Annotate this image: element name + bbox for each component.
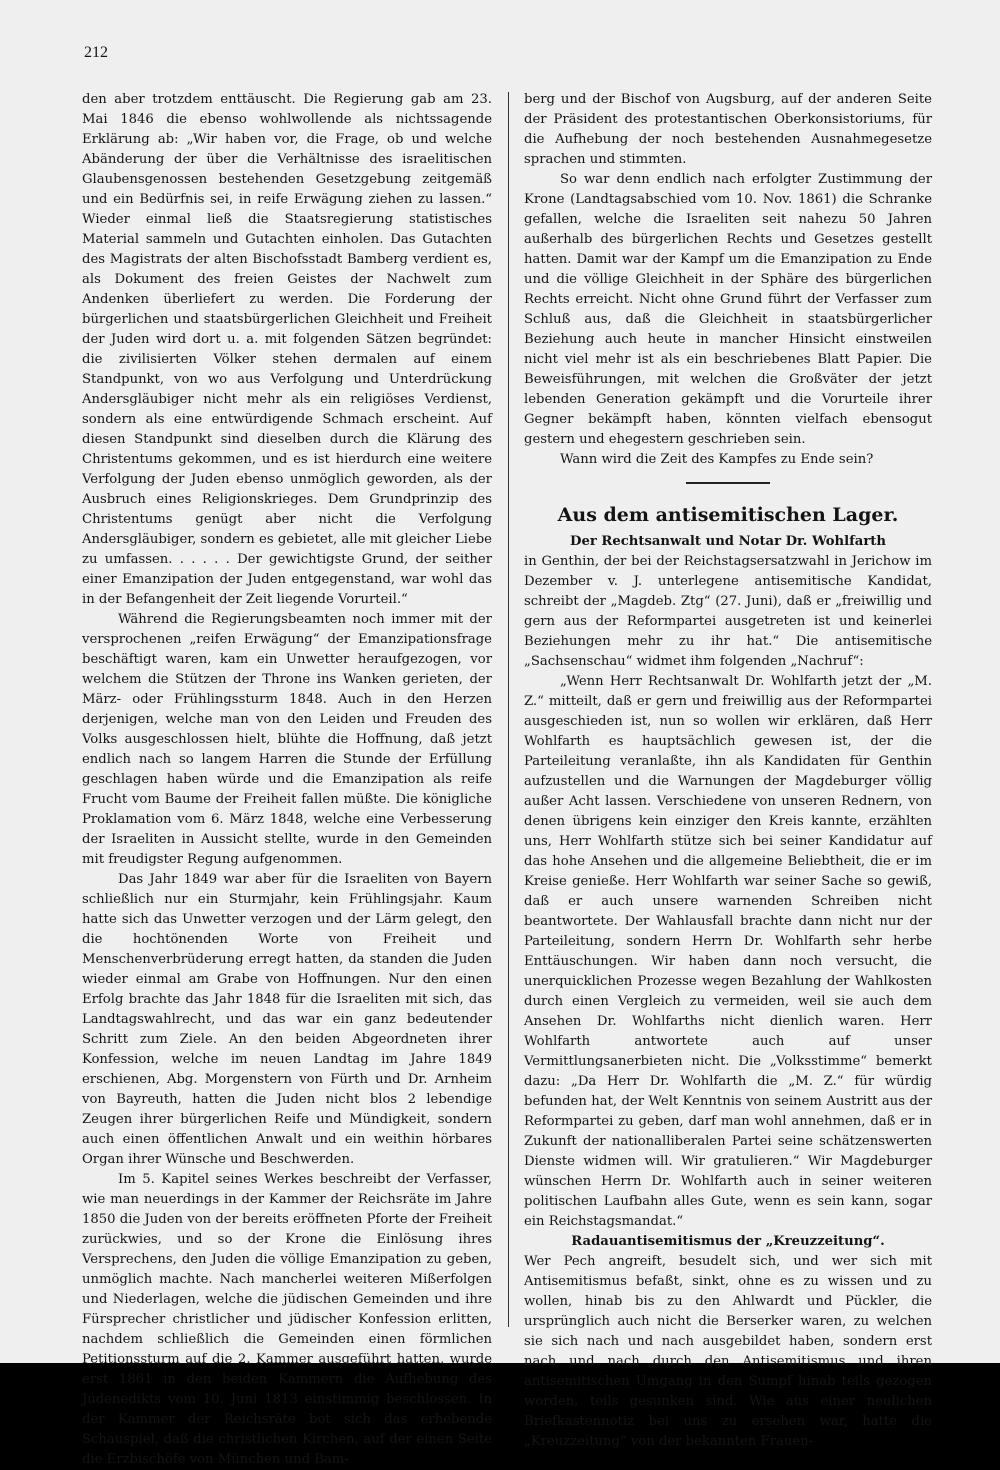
article-paragraph: „Wenn Herr Rechtsanwalt Dr. Wohlfarth jetzt der „M. Z.“ mitteilt, daß er gern und freiwillig aus der Reformpartei ausgeschieden ist, nun so wollen wir erklären, daß Herr Wohlfarth es hauptsächlich gewesen ist, der die Parteileitung veranlaßte, ihn als Kandidaten für Genthin aufzustellen und die Warnungen der Magdeburger völlig außer Acht lassen. Verschiedene von unseren Rednern, von denen übrigens kein einziger den Kreis kannte, erzählten uns, Herr Wohlfarth stütze sich bei seiner Kandidatur auf das hohe Ansehen und die allgemeine Beliebtheit, die er im Kreise genieße. Herr Wohlfarth war seiner Sache so gewiß, daß er auch unsere warnenden Schreiben nicht beantwortete. Der Wahlausfall brachte dann nicht nur der Parteileitung, sondern Herrn Dr. Wohlfarth sehr herbe Enttäuschungen. Wir haben dann noch versucht, die unerquicklichen Prozesse wegen Bezahlung der Wahlkosten durch einen Vergleich zu vermeiden, weil sie auch dem Ansehen Dr. Wohlfarths nicht dienlich waren. Herr Wohlfarth antwortete auch auf unser Vermittlungsanerbieten nicht. Die „Volksstimme“ bemerkt dazu: „Da Herr Dr. Wohlfarth die „M. Z.“ für würdig befunden hat, der Welt Kenntnis von seinem Austritt aus der Reformpartei zu geben, darf man wohl annehmen, daß er in Zukunft der nationalliberalen Partei seine schätzenswerten Dienste widmen will. Wir gratulieren.“ Wir Magdeburger wünschen Herrn Dr. Wohlfarth auch in seiner weiteren politischen Laufbahn alles Gute, wenn es sein kann, sogar ein Reichstagsmandat.“ — [524, 674, 932, 1229]
article-paragraph: in Genthin, der bei der Reichstagsersatzwahl in Jerichow im Dezember v. J. unterlegene antisemitische Kandidat, schreibt der „Magdeb. Ztg“ (27. Juni), daß er „freiwillig und gern aus der Reformpartei ausgetreten ist und keinerlei Beziehungen mehr zu ihr hat.“ Die antisemitische „Sachsenschau“ widmet ihm folgenden „Nachruf“: — [524, 554, 932, 669]
left-paragraph: Das Jahr 1849 war aber für die Israeliten von Bayern schließlich nur ein Sturmjahr, kein Frühlingsjahr. Kaum hatte sich das Unwetter verzogen und der Lärm gelegt, den die hochtönenden Worte von Freiheit und Menschenverbrüderung erregt hatten, da standen die Juden wieder einmal am Grabe von Hoffnungen. Nur den einen Erfolg brachte das Jahr 1848 für die Israeliten mit sich, das Landtagswahlrecht, und das war ein ganz bedeutender Schritt zum Ziele. An den beiden Abgeordneten ihrer Konfession, welche im neuen Landtag im Jahre 1849 erschienen, Abg. Morgenstern von Fürth und Dr. Arnheim von Bayreuth, hatten die Juden nicht blos 2 lebendige Zeugen ihrer bürgerlichen Reife und Mündigkeit, sondern auch einen öffentlichen Anwalt und ein weithin hörbares Organ ihrer Wünsche und Beschwerden. — [82, 872, 492, 1167]
left-paragraph: Im 5. Kapitel seines Werkes beschreibt der Verfasser, wie man neuerdings in der Kammer der Reichsräte im Jahre 1850 die Juden von der bereits eröffneten Pforte der Freiheit zurückwies, und so der Krone die Einlösung ihres Versprechens, den Juden die völlige Emanzipation zu geben, unmöglich machte. Nach mancherlei weiteren Mißerfolgen und Niederlagen, welche die jüdischen Gemeinden und ihre Fürsprecher christlicher und jüdischer Konfession erlitten, nachdem schließlich die Gemeinden einen förmlichen Petitionssturm auf die 2. Kammer ausgeführt hatten, wurde erst 1861 in den beiden Kammern die Aufhebung des Judenedikts vom 10. Juni 1813 einstimmig beschlossen. In der Kammer der Reichsräte bot sich das erhebende Schauspiel, daß die christlichen Kirchen, auf der einen Seite die Erzbischöfe von München und Bam- — [82, 1172, 492, 1467]
right-column — [524, 90, 932, 1452]
section-separator — [686, 482, 770, 484]
article-heading: Radauantisemitismus der „Kreuzzeitung“. — [571, 1234, 885, 1249]
page-number: 212 — [84, 44, 108, 61]
right-paragraph: So war denn endlich nach erfolgter Zustimmung der Krone (Landtagsabschied vom 10. Nov. 1861) die Schranke gefallen, welche die Israeliten seit nahezu 50 Jahren außerhalb des bürgerlichen Rechts und Gesetzes gestellt hatten. Damit war der Kampf um die Emanzipation zu Ende und die völlige Gleichheit in der Sphäre des bürgerlichen Rechts erreicht. Nicht ohne Grund führt der Verfasser zum Schluß aus, daß die Gleichheit in staatsbürgerlicher Beziehung auch heute in mancher Hinsicht einstweilen nicht viel mehr ist als ein beschriebenes Blatt Papier. Die Beweisführungen, mit welchen die Großväter der jetzt lebenden Generation gekämpft und die Vorurteile ihrer Gegner bekämpft haben, könnten vielfach ebensogut gestern und ehegestern geschrieben sein. — [524, 172, 932, 447]
left-paragraph: Während die Regierungsbeamten noch immer mit der versprochenen „reifen Erwägung“ der Emanzipationsfrage beschäftigt waren, kam ein Unwetter heraufgezogen, vor welchem die Stützen der Throne ins Wanken gerieten, der März- oder Frühlingssturm 1848. Auch in den Herzen derjenigen, welche man von den Leiden und Freuden des Volks ausgeschlossen hielt, blühte die Hoffnung, daß jetzt endlich nach so langem Harren die Stunde der Erfüllung geschlagen haben würde und die Emanzipation als reife Frucht vom Baume der Freiheit fallen müßte. Die königliche Proklamation vom 6. März 1848, welche eine Verbesserung der Israeliten in Aussicht stellte, wurde in den Gemeinden mit freudigster Regung aufgenommen. — [82, 612, 492, 867]
article-heading: Der Rechtsanwalt und Notar Dr. Wohlfarth — [570, 534, 886, 549]
left-column — [82, 90, 492, 1470]
section-title: Aus dem antisemitischen Lager. — [557, 504, 899, 526]
column-divider — [508, 92, 509, 1327]
article-paragraph: Wer Pech angreift, besudelt sich, und wer sich mit Antisemitismus befaßt, sinkt, ohne es zu wissen und zu wollen, hinab bis zu den Ahlwardt und Pückler, die ursprünglich auch nicht die Berserker waren, zu welchen sie sich nach und nach ausgebildet haben, sondern erst nach und nach durch den Antisemitismus und ihren antisemitischen Umgang in den Sumpf hinab teils gezogen worden, teils gesunken sind. Wie aus einer neulichen Briefkastennotiz bei uns zu ersehen war, hatte die „Kreuzzeitung“ von der bekannten Frauen- — [524, 1254, 932, 1449]
right-paragraph: Wann wird die Zeit des Kampfes zu Ende sein? — [560, 452, 874, 467]
left-paragraph: den aber trotzdem enttäuscht. Die Regierung gab am 23. Mai 1846 die ebenso wohlwollende als nichtssagende Erklärung ab: „Wir haben vor, die Frage, ob und welche Abänderung der über die Verhältnisse des israelitischen Glaubensgenossen bestehenden Gesetzgebung zeitgemäß und ein Bedürfnis sei, in reife Erwägung ziehen zu lassen.“ Wieder einmal ließ die Staatsregierung statistisches Material sammeln und Gutachten einholen. Das Gutachten des Magistrats der alten Bischofsstadt Bamberg verdient es, als Dokument des freien Geistes der Nachwelt zum Andenken überliefert zu werden. Die Forderung der bürgerlichen und staatsbürgerlichen Gleichheit und Freiheit der Juden wird dort u. a. mit folgenden Sätzen begründet: die zivilisierten Völker stehen dermalen auf einem Standpunkt, von wo aus Verfolgung und Unterdrückung Andersgläubiger nicht mehr als ein religiöses Verdienst, sondern als eine entwürdigende Schmach erscheint. Auf diesen Standpunkt sind dieselben durch die Klärung des Christentums gekommen, und es ist hierdurch eine weitere Verfolgung der Juden ebenso unmöglich geworden, als der Ausbruch eines Religionskrieges. Dem Grundprinzip des Christentums genügt aber nicht die Verfolgung Andersgläubiger, sondern es gebietet, alle mit gleicher Liebe zu umfassen. . . . . . Der gewichtigste Grund, der seither einer Emanzipation der Juden entgegenstand, war wohl das in der Befangenheit der Zeit liegende Vorurteil.“ — [82, 92, 492, 607]
right-paragraph: berg und der Bischof von Augsburg, auf der anderen Seite der Präsident des protestantischen Oberkonsistoriums, für die Aufhebung der noch bestehenden Ausnahmegesetze sprachen und stimmten. — [524, 92, 932, 167]
